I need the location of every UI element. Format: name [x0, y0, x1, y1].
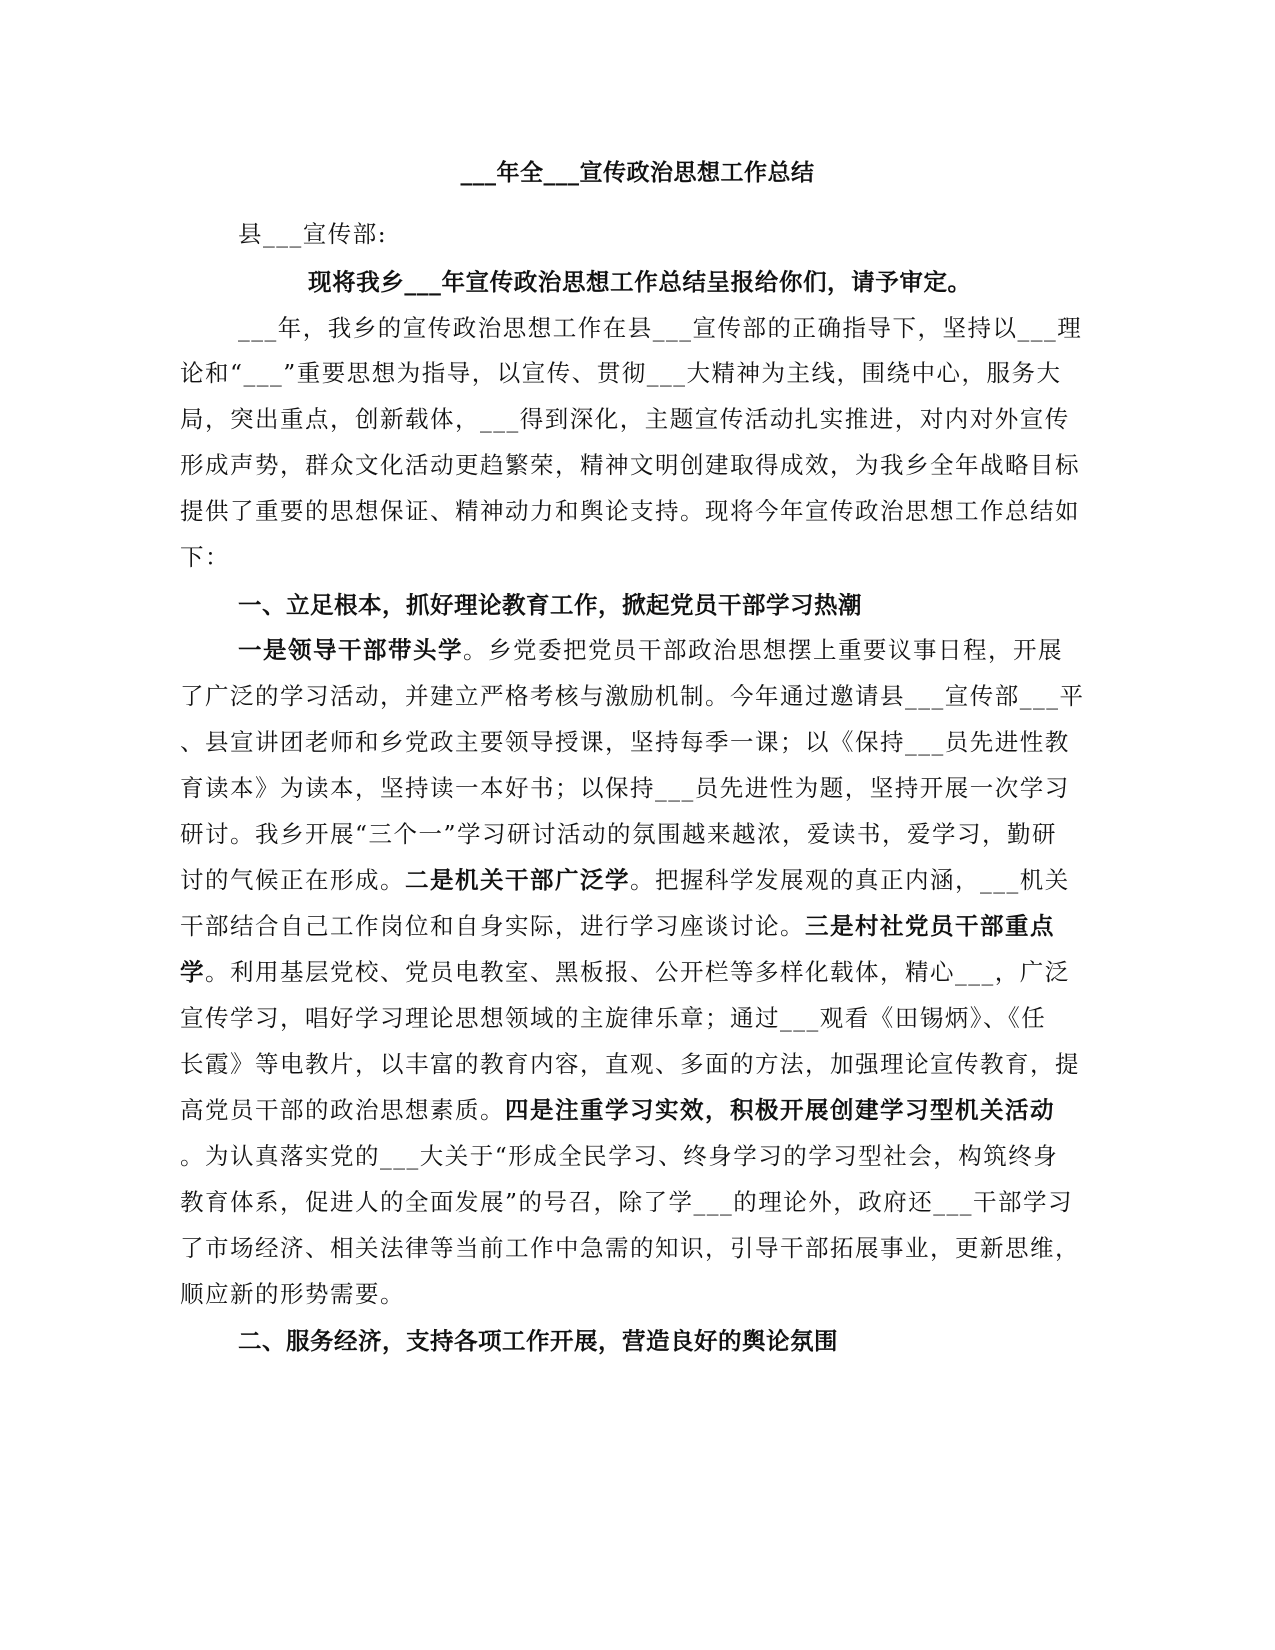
paragraph-1-line-1: ___年，我乡的宣传政治思想工作在县___宣传部的正确指导下，坚持以___理: [238, 314, 1083, 342]
point-1-label: 一是领导干部带头学: [238, 636, 463, 664]
paragraph-1-line-3: 局，突出重点，创新载体，___得到深化，主题宣传活动扎实推进，对内对外宣传: [180, 405, 1070, 433]
text-run: 。利用基层党校、党员电教室、黑板报、公开栏等多样化载体，精心___，广泛: [205, 958, 1070, 986]
paragraph-2-line-10: 长霞》等电教片，以丰富的教育内容，直观、多面的方法，加强理论宣传教育，提: [180, 1050, 1080, 1078]
text-run: 干部结合自己工作岗位和自身实际，进行学习座谈讨论。: [180, 912, 805, 940]
section-heading-1: 一、立足根本，抓好理论教育工作，掀起党员干部学习热潮: [238, 591, 862, 619]
paragraph-2-line-6: [180, 864, 1070, 896]
paragraph-2-line-2: 了广泛的学习活动，并建立严格考核与激励机制。今年通过邀请县___宣传部___平: [180, 682, 1085, 710]
paragraph-2-line-7: [180, 910, 1055, 942]
paragraph-1-line-4: 形成声势，群众文化活动更趋繁荣，精神文明创建取得成效，为我乡全年战略目标: [180, 451, 1080, 479]
point-3-label-end: 学: [180, 958, 205, 986]
text-run: 高党员干部的政治思想素质。: [180, 1096, 505, 1124]
paragraph-1-line-5: 提供了重要的思想保证、精神动力和舆论支持。现将今年宣传政治思想工作总结如: [180, 497, 1080, 525]
paragraph-2-line-13: 教育体系，促进人的全面发展”的号召，除了学___的理论外，政府还___干部学习: [180, 1188, 1074, 1216]
paragraph-2-line-15: 顺应新的形势需要。: [180, 1280, 405, 1308]
point-2-label: 二是机关干部广泛学: [405, 866, 630, 894]
point-4-label: 四是注重学习实效，积极开展创建学习型机关活动: [505, 1096, 1055, 1124]
text-run: 。把握科学发展观的真正内涵，___机关: [630, 866, 1070, 894]
text-run: 。乡党委把党员干部政治思想摆上重要议事日程，开展: [463, 636, 1063, 664]
paragraph-2-line-11: [180, 1094, 1055, 1126]
document-title: ___年全___宣传政治思想工作总结: [460, 160, 815, 186]
paragraph-1-line-6: 下：: [180, 543, 230, 571]
paragraph-2-line-9: 宣传学习，唱好学习理论思想领域的主旋律乐章；通过___观看《田锡炳》、《任: [180, 1004, 1047, 1032]
text-run: 讨的气候正在形成。: [180, 866, 405, 894]
paragraph-1-line-2: 论和“___”重要思想为指导，以宣传、贯彻___大精神为主线，围绕中心，服务大: [180, 359, 1062, 387]
paragraph-2-line-5: 研讨。我乡开展“三个一”学习研讨活动的氛围越来越浓，爱读书，爱学习，勤研: [180, 820, 1058, 848]
intro-statement: 现将我乡___年宣传政治思想工作总结呈报给你们，请予审定。: [308, 268, 972, 296]
paragraph-2-line-4: 育读本》为读本，坚持读一本好书；以保持___员先进性为题，坚持开展一次学习: [180, 774, 1070, 802]
paragraph-2-line-12: 。为认真落实党的___大关于“形成全民学习、终身学习的学习型社会，构筑终身: [180, 1142, 1059, 1170]
paragraph-2-line-1: [238, 634, 1063, 666]
paragraph-2-line-8: [180, 956, 1070, 988]
point-3-label: 三是村社党员干部重点: [805, 912, 1055, 940]
paragraph-2-line-14: 了市场经济、相关法律等当前工作中急需的知识，引导干部拓展事业，更新思维，: [180, 1234, 1080, 1262]
section-heading-2: 二、服务经济，支持各项工作开展，营造良好的舆论氛围: [238, 1327, 838, 1355]
paragraph-2-line-3: 、县宣讲团老师和乡党政主要领导授课，坚持每季一课；以《保持___员先进性教: [180, 728, 1070, 756]
salutation: 县___宣传部:: [238, 220, 388, 248]
